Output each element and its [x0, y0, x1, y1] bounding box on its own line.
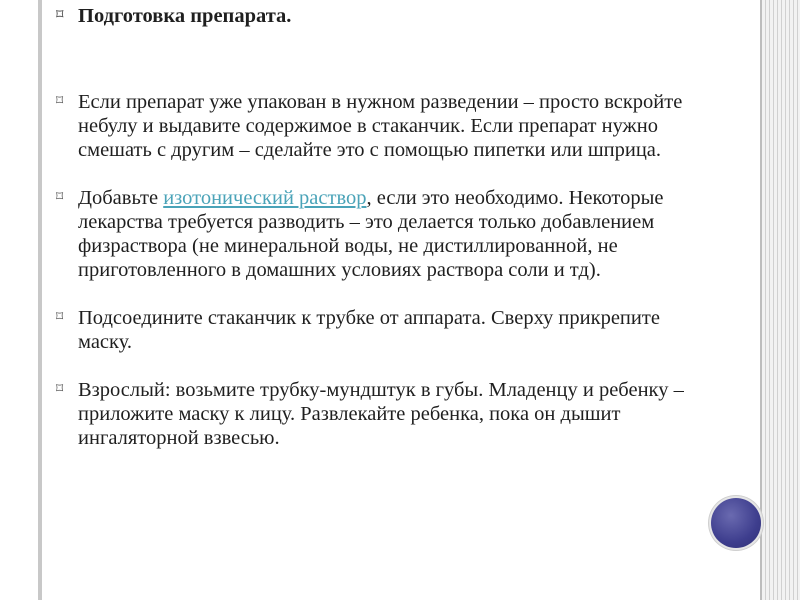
bullet-icon: ⌑ — [56, 310, 64, 325]
paragraph-4 — [54, 378, 706, 450]
paragraph-text: Взрослый: возьмите трубку-мундштук в губы. Младенцу и ребенку – приложите маску к лицу. Развлекайте ребенка, пока он дышит ингаляторной взвесью. — [78, 379, 684, 449]
paragraph-text: Если препарат уже упакован в нужном разведении – просто вскройте небулу и выдавите содержимое в стаканчик. Если препарат нужно смешать с другим – сделайте это с помощью пипетки или шприца. — [78, 91, 683, 161]
bullet-icon: ⌑ — [56, 190, 64, 205]
slide-title: Подготовка препарата. — [78, 5, 292, 27]
paragraph-text-after-link: , если это необходимо. Некоторые лекарства требуется разводить – это делается только добавлением физраствора (не минеральной воды, не дистиллированной, не приготовленного в домашних условиях раствора соли и тд). — [78, 187, 664, 281]
slide-content — [54, 4, 706, 450]
paragraph-2 — [54, 186, 706, 282]
left-divider-line — [38, 0, 42, 600]
decorative-circle — [711, 498, 761, 548]
paragraph-3 — [54, 306, 706, 354]
bullet-icon: ⌑ — [56, 8, 64, 23]
paragraph-text-before-link: Добавьте — [78, 187, 164, 209]
bullet-icon: ⌑ — [56, 94, 64, 109]
slide-title-item — [54, 4, 706, 28]
isotonic-solution-link[interactable]: изотонический раствор — [163, 187, 367, 209]
left-margin-band — [0, 0, 38, 600]
paragraph-text: Подсоедините стаканчик к трубке от аппарата. Сверху прикрепите маску. — [78, 307, 660, 353]
bullet-icon: ⌑ — [56, 382, 64, 397]
right-divider-line — [760, 0, 762, 600]
right-striped-border — [762, 0, 800, 600]
paragraph-1 — [54, 90, 706, 162]
